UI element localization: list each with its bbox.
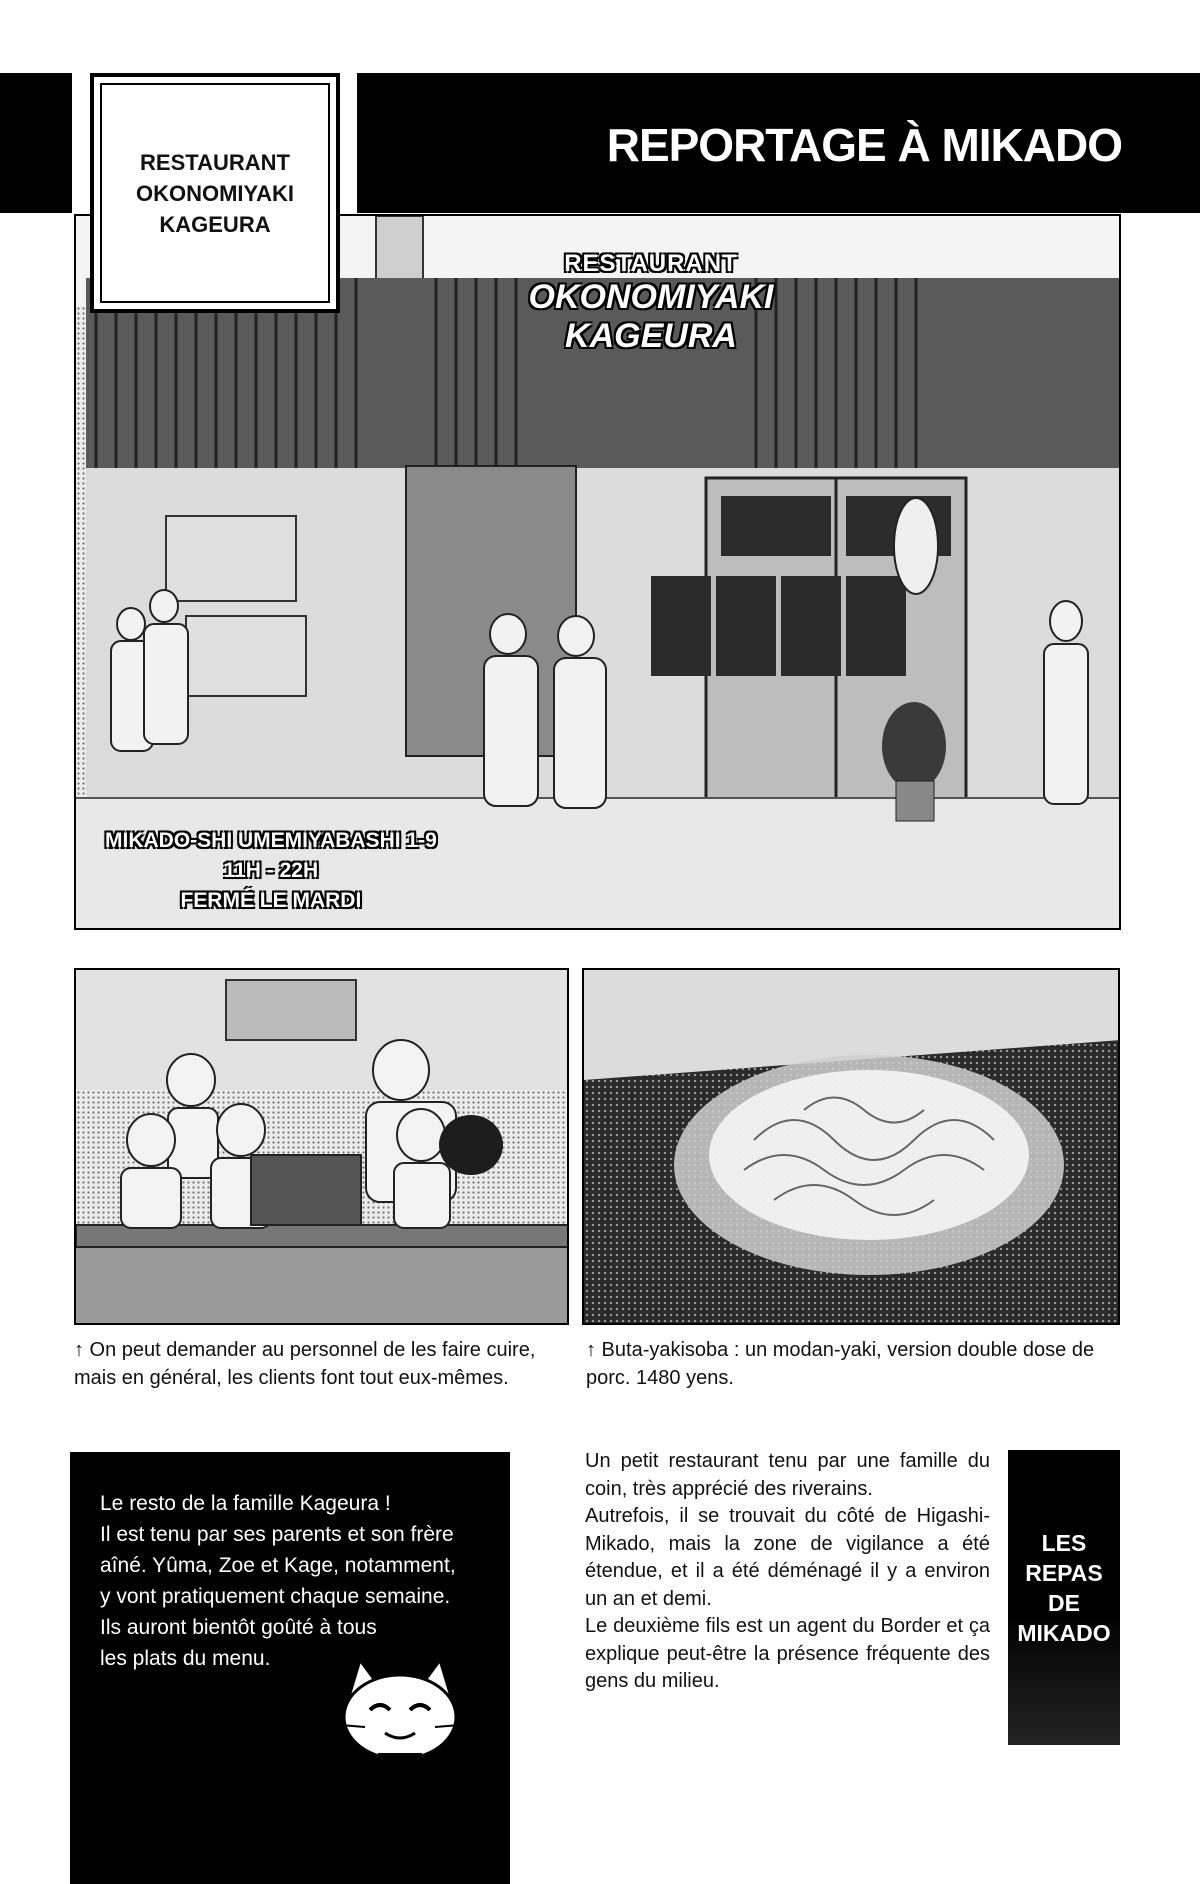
series-title-line: MIKADO	[1017, 1620, 1111, 1646]
sign-line-3: KAGEURA	[565, 317, 737, 355]
series-title-line: LES	[1041, 1530, 1087, 1556]
restaurant-name-box	[90, 73, 340, 313]
caption-food: ↑ Buta-yakisoba : un modan-yaki, version double dose de porc. 1480 yens.	[586, 1339, 1095, 1389]
restaurant-name-line-3: KAGEURA	[159, 211, 271, 237]
restaurant-info	[105, 826, 437, 916]
restaurant-name-line-1: RESTAURANT	[140, 149, 290, 175]
diners-illustration	[76, 970, 569, 1325]
storefront-panel	[74, 214, 1121, 930]
storefront-sign	[516, 250, 786, 356]
article-paragraph: Un petit restaurant tenu par une famille du coin, très apprécié des riverains.	[585, 1450, 990, 1500]
closed-day-line: FERMÉ LE MARDI	[180, 889, 362, 912]
caption-diners: ↑ On peut demander au personnel de les faire cuire, mais en général, les clients font tout eux-mêmes.	[74, 1339, 536, 1389]
intro-line: aîné. Yûma, Zoe et Kage, notamment,	[100, 1554, 456, 1577]
food-illustration	[584, 970, 1120, 1325]
article-body	[585, 1448, 990, 1696]
hours-line: 11H - 22H	[223, 859, 319, 882]
cat-mascot-icon	[330, 1655, 470, 1770]
series-title	[1008, 1528, 1120, 1648]
intro-line: Ils auront bientôt goûté à tous	[100, 1616, 377, 1639]
series-title-line: REPAS	[1025, 1560, 1103, 1586]
intro-line: Il est tenu par ses parents et son frère	[100, 1523, 454, 1546]
food-panel	[582, 968, 1120, 1325]
intro-line: les plats du menu.	[100, 1647, 271, 1670]
page-title: REPORTAGE À MIKADO	[606, 119, 1122, 171]
address-line: MIKADO-SHI UMEMIYABASHI 1-9	[105, 829, 437, 852]
header-bar-left	[0, 73, 72, 213]
series-title-line: DE	[1048, 1590, 1080, 1616]
restaurant-name-line-2: OKONOMIYAKI	[135, 180, 295, 206]
diners-panel	[74, 968, 569, 1325]
sign-line-2: OKONOMIYAKI	[528, 278, 774, 316]
sign-line-1: RESTAURANT	[564, 250, 738, 277]
intro-line: y vont pratiquement chaque semaine.	[100, 1585, 451, 1608]
article-paragraph: Le deuxième fils est un agent du Border et ça explique peut-être la présence fréquente des gens du milieu.	[585, 1615, 990, 1692]
intro-line: Le resto de la famille Kageura !	[100, 1492, 391, 1515]
intro-text	[100, 1488, 495, 1674]
article-paragraph: Autrefois, il se trouvait du côté de Higashi-Mikado, mais la zone de vigilance a été étendue, et il a été déménagé il y a environ un an et demi.	[585, 1505, 990, 1610]
